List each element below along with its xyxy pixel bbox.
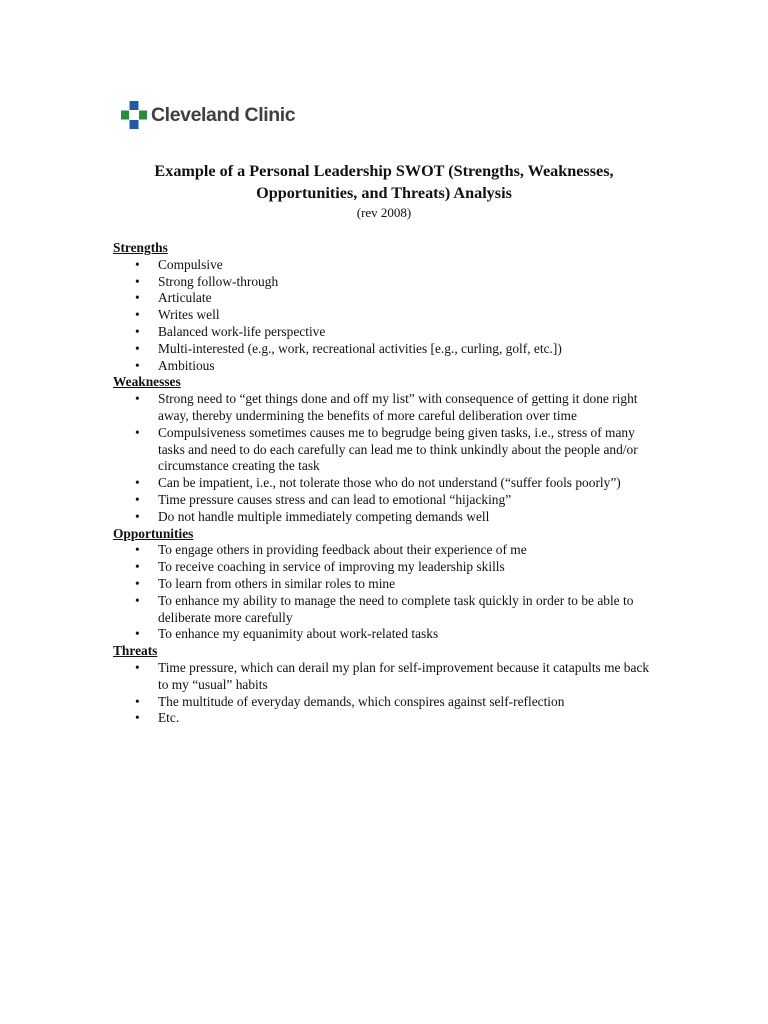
list-item: • Do not handle multiple immediately competing demands well [135, 508, 490, 524]
weaknesses-list [113, 391, 658, 525]
bullet-icon: • [135, 340, 140, 356]
bullet-icon: • [135, 357, 140, 373]
cleveland-clinic-logo [121, 101, 295, 129]
strengths-heading: Strengths [113, 240, 168, 255]
list-item: • Multi-interested (e.g., work, recreational activities [e.g., curling, golf, etc.]) [135, 340, 562, 356]
list-item: • To enhance my ability to manage the need to complete task quickly in order to be able to deliberate more carefully [135, 592, 634, 625]
list-item: • Compulsiveness sometimes causes me to begrudge being given tasks, i.e., stress of many tasks and need to do each carefully can lead me to think unkindly about the people and/or circumstance creating the task [135, 424, 638, 474]
list-item: • To learn from others in similar roles to mine [135, 575, 396, 591]
document-title-line-2: Opportunities, and Threats) Analysis [256, 184, 512, 202]
list-item: • Articulate [135, 290, 212, 306]
list-item: • Can be impatient, i.e., not tolerate those who do not understand (“suffer fools poorly”) [135, 475, 621, 491]
document-title-block [0, 160, 768, 221]
list-item: • Balanced work-life perspective [135, 323, 326, 339]
list-item: • Strong follow-through [135, 273, 279, 289]
list-item: • To enhance my equanimity about work-related tasks [135, 626, 439, 642]
list-item: • Time pressure causes stress and can lead to emotional “hijacking” [135, 491, 512, 507]
bullet-icon: • [135, 626, 140, 642]
bullet-icon: • [135, 592, 140, 608]
bullet-icon: • [135, 273, 140, 289]
opportunities-list [113, 542, 658, 643]
list-item: • Etc. [135, 710, 180, 726]
bullet-icon: • [135, 475, 140, 491]
list-item: • The multitude of everyday demands, which conspires against self-reflection [135, 693, 565, 709]
list-item: • Writes well [135, 307, 220, 323]
bullet-icon: • [135, 508, 140, 524]
strengths-list [113, 257, 658, 375]
bullet-icon: • [135, 391, 140, 407]
bullet-icon: • [135, 575, 140, 591]
bullet-icon: • [135, 491, 140, 507]
bullet-icon: • [135, 542, 140, 558]
threats-list [113, 660, 658, 727]
bullet-icon: • [135, 290, 140, 306]
bullet-icon: • [135, 559, 140, 575]
document-title-line-1: Example of a Personal Leadership SWOT (Strengths, Weaknesses, [154, 162, 614, 180]
bullet-icon: • [135, 256, 140, 272]
threats-heading: Threats [113, 643, 158, 659]
list-item: • Time pressure, which can derail my plan for self-improvement because it catapults me back to my “usual” habits [135, 659, 650, 692]
list-item: • Ambitious [135, 357, 215, 373]
swot-content [113, 240, 658, 727]
list-item: • To engage others in providing feedback about their experience of me [135, 542, 527, 558]
cleveland-clinic-cross-icon [121, 101, 147, 129]
bullet-icon: • [135, 323, 140, 339]
opportunities-heading: Opportunities [113, 525, 194, 541]
bullet-icon: • [135, 710, 140, 726]
bullet-icon: • [135, 424, 140, 440]
logo-text: Cleveland Clinic [151, 104, 296, 126]
list-item: • Strong need to “get things done and off my list” with consequence of getting it done right away, thereby undermining the benefits of more careful deliberation over time [135, 391, 638, 423]
bullet-icon: • [135, 307, 140, 323]
bullet-icon: • [135, 693, 140, 709]
revision-note: (rev 2008) [356, 205, 412, 220]
weaknesses-heading: Weaknesses [113, 374, 181, 390]
list-item: • Compulsive [135, 256, 223, 272]
list-item: • To receive coaching in service of improving my leadership skills [135, 559, 505, 575]
bullet-icon: • [135, 659, 140, 675]
